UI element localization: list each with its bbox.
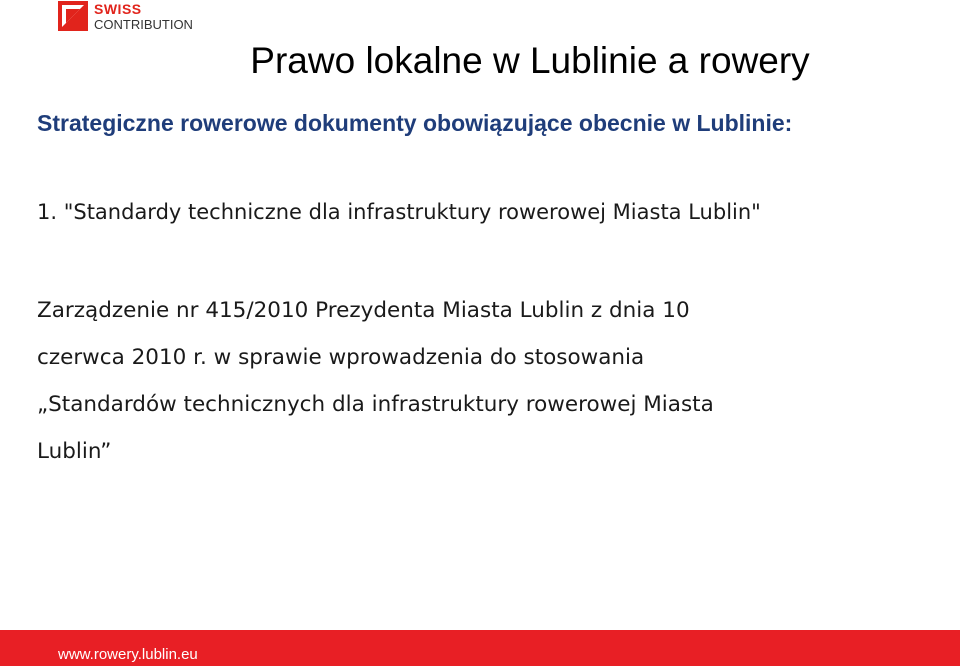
description-line-1: Zarządzenie nr 415/2010 Prezydenta Miasta Lublin z dnia 10 (37, 298, 690, 323)
description-line-2: czerwca 2010 r. w sprawie wprowadzenia do stosowania (37, 345, 645, 370)
footer-url: www.rowery.lublin.eu (58, 646, 198, 663)
description-line-3: „Standardów technicznych dla infrastruktury rowerowej Miasta (37, 392, 714, 417)
swiss-contribution-logo (58, 1, 218, 33)
logo-text-contribution: CONTRIBUTION (94, 17, 193, 32)
logo-text-swiss: SWISS (94, 1, 142, 17)
page-title: Prawo lokalne w Lublinie a rowery (250, 40, 810, 81)
swiss-flag-icon (58, 1, 88, 31)
document-description (37, 287, 917, 475)
document-item-1: 1. "Standardy techniczne dla infrastruktury rowerowej Miasta Lublin" (37, 200, 761, 224)
section-subtitle: Strategiczne rowerowe dokumenty obowiązujące obecnie w Lublinie: (37, 110, 793, 136)
description-line-4: Lublin” (37, 439, 112, 464)
footer-bar (0, 630, 960, 666)
